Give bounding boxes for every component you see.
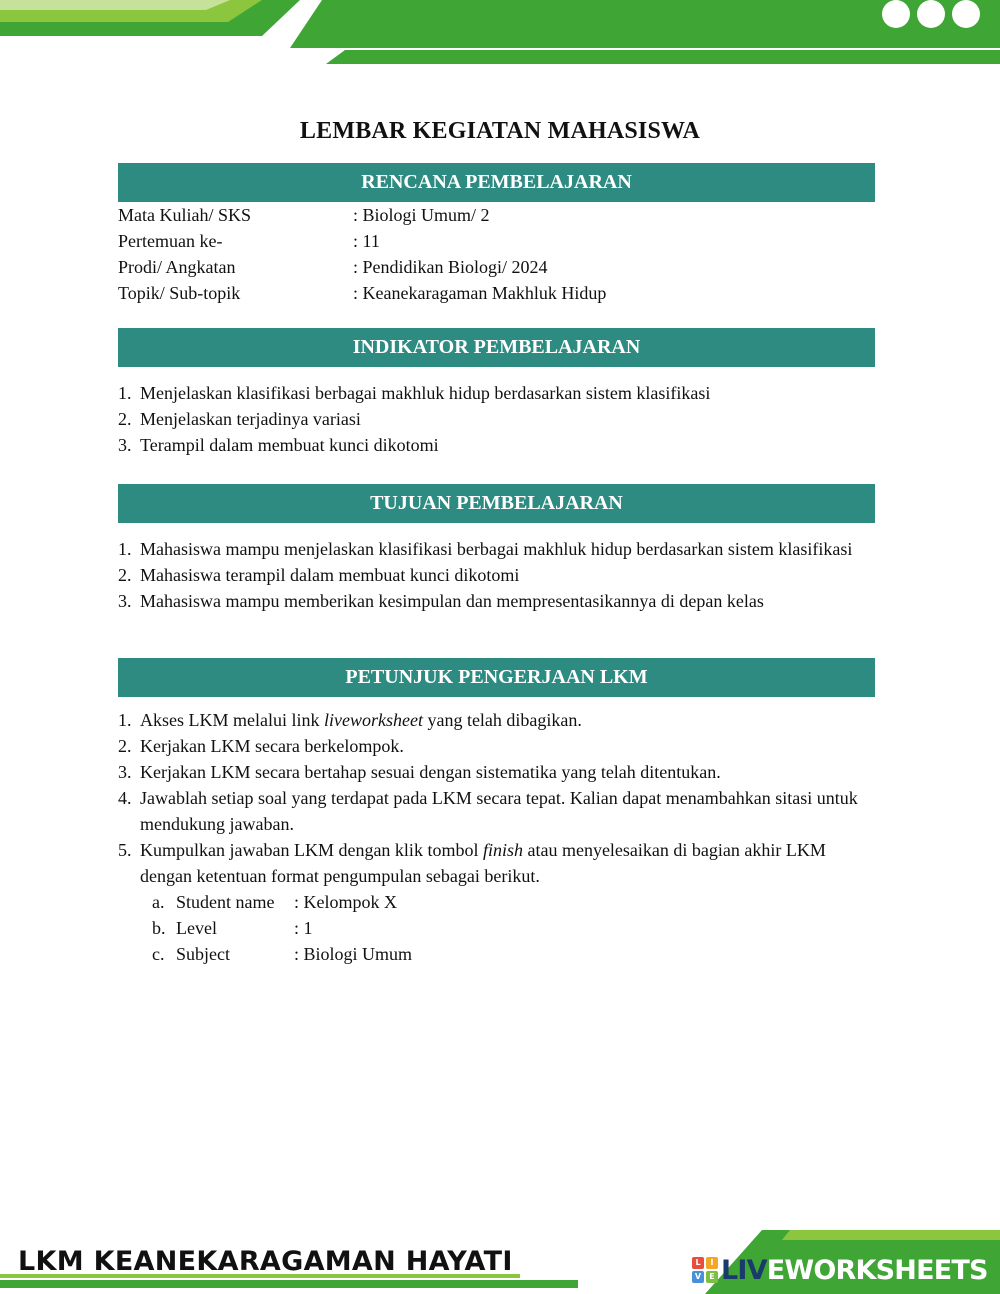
item-text: Mahasiswa mampu menjelaskan klasifikasi berbagai makhluk hidup berdasarkan sistem klasifikasi (140, 539, 853, 559)
rencana-label: Pertemuan ke- (118, 231, 223, 251)
format-value: : Kelompok X (294, 892, 397, 912)
rencana-label: Mata Kuliah/ SKS (118, 205, 251, 225)
logo-letter: L (692, 1257, 704, 1269)
logo-letter: I (706, 1257, 718, 1269)
brand-wordmark-light: EWORKSHEETS (766, 1254, 988, 1286)
indikator-list (118, 380, 883, 458)
list-item (118, 406, 883, 432)
item-number: 2. (118, 736, 132, 756)
item-text: Mahasiswa mampu memberikan kesimpulan dan mempresentasikannya di depan kelas (140, 591, 764, 611)
rencana-value: : 11 (353, 231, 380, 251)
petunjuk-list (118, 707, 878, 967)
section-header-petunjuk: PETUNJUK PENGERJAAN LKM (118, 658, 875, 697)
item-text: Terampil dalam membuat kunci dikotomi (140, 435, 439, 455)
dot-icon (882, 0, 910, 28)
document-title: LEMBAR KEGIATAN MAHASISWA (299, 118, 701, 144)
format-list (146, 889, 878, 967)
item-text (140, 707, 878, 733)
item-text: Jawablah setiap soal yang terdapat pada LKM secara tepat. Kalian dapat menambahkan sitasi untuk mendukung jawaban. (140, 788, 858, 834)
rencana-row (118, 228, 606, 254)
item-number: 2. (118, 409, 132, 429)
dot-icon (952, 0, 980, 28)
format-label: Student name (176, 892, 275, 912)
rencana-label: Topik/ Sub-topik (118, 283, 241, 303)
list-item (118, 562, 883, 588)
item-number: 2. (118, 565, 132, 585)
brand-wordmark (721, 1255, 988, 1286)
list-item (118, 380, 883, 406)
logo-letter: V (692, 1271, 704, 1283)
rencana-label: Prodi/ Angkatan (118, 257, 236, 277)
format-value: : 1 (294, 918, 313, 938)
list-item (118, 432, 883, 458)
section-header-rencana: RENCANA PEMBELAJARAN (118, 163, 875, 202)
list-item (118, 536, 883, 562)
dot-icon (917, 0, 945, 28)
section-header-tujuan: TUJUAN PEMBELAJARAN (118, 484, 875, 523)
item-text: Menjelaskan terjadinya variasi (140, 409, 361, 429)
item-number: 3. (118, 435, 132, 455)
item-number: 1. (118, 383, 132, 403)
text-fragment: atau menyelesaikan di bagian akhir LKM dengan ketentuan format pengumpulan sebagai berikut. (140, 840, 826, 886)
item-number: 1. (118, 710, 132, 730)
format-item (146, 941, 878, 967)
top-banner (0, 0, 1000, 70)
logo-letter: E (706, 1271, 718, 1283)
list-item (118, 588, 883, 614)
list-item (118, 707, 878, 733)
format-label: Subject (176, 944, 230, 964)
list-item (118, 785, 878, 837)
item-text: Menjelaskan klasifikasi berbagai makhluk hidup berdasarkan sistem klasifikasi (140, 383, 711, 403)
item-text: Mahasiswa terampil dalam membuat kunci dikotomi (140, 565, 520, 585)
rencana-value: : Pendidikan Biologi/ 2024 (353, 257, 548, 277)
format-label: Level (176, 918, 217, 938)
finish-term: finish (482, 840, 523, 860)
item-text: Kerjakan LKM secara bertahap sesuai dengan sistematika yang telah ditentukan. (140, 762, 721, 782)
liveworksheets-brand (692, 1255, 988, 1285)
rencana-value: : Keanekaragaman Makhluk Hidup (353, 283, 607, 303)
text-fragment: Kumpulkan jawaban LKM dengan klik tombol (140, 840, 483, 860)
rencana-row (118, 254, 606, 280)
liveworksheet-term: liveworksheet (323, 710, 423, 730)
list-item (118, 733, 878, 759)
list-item (118, 837, 878, 967)
rencana-value: : Biologi Umum/ 2 (353, 205, 490, 225)
list-item (118, 759, 878, 785)
format-number: a. (152, 892, 165, 912)
format-number: c. (152, 944, 165, 964)
item-number: 3. (118, 762, 132, 782)
item-text (140, 837, 878, 967)
rencana-row (118, 280, 606, 306)
liveworksheets-logo-icon (692, 1257, 718, 1283)
item-number: 5. (118, 840, 132, 860)
item-number: 3. (118, 591, 132, 611)
item-number: 1. (118, 539, 132, 559)
brand-wordmark-dark: LIV (721, 1254, 767, 1286)
section-header-indikator: INDIKATOR PEMBELAJARAN (118, 328, 875, 367)
format-item (146, 889, 878, 915)
item-text: Kerjakan LKM secara berkelompok. (140, 736, 404, 756)
tujuan-list (118, 536, 883, 614)
format-value: : Biologi Umum (294, 944, 413, 964)
footer-title: LKM KEANEKARAGAMAN HAYATI (18, 1246, 513, 1277)
format-number: b. (152, 918, 166, 938)
format-item (146, 915, 878, 941)
rencana-row (118, 202, 606, 228)
text-fragment: Akses LKM melalui link (140, 710, 324, 730)
item-number: 4. (118, 788, 132, 808)
rencana-table (118, 202, 606, 306)
text-fragment: yang telah dibagikan. (422, 710, 582, 730)
